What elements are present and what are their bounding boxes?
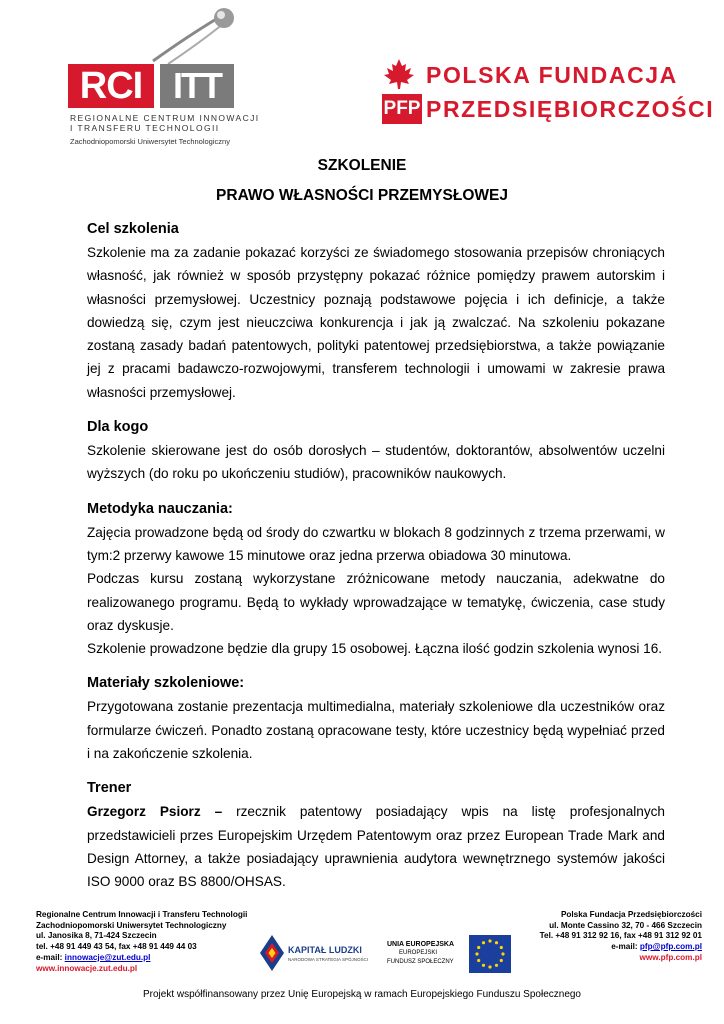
footer-line: Tel. +48 91 312 92 16, fax +48 91 312 92 01 xyxy=(539,931,702,941)
section-metodyka xyxy=(87,499,665,661)
rci-itt-logo xyxy=(68,6,260,148)
eu-logo-line1: UNIA EUROPEJSKA xyxy=(387,941,455,948)
rci-email-link[interactable]: innowacje@zut.edu.pl xyxy=(64,952,151,962)
maple-leaf-icon xyxy=(382,58,416,90)
section-heading: Trener xyxy=(87,780,132,797)
email-label: e-mail: xyxy=(36,952,65,962)
document-body xyxy=(87,219,665,907)
document-subtitle: PRAWO WŁASNOŚCI PRZEMYSŁOWEJ xyxy=(216,187,508,204)
rci-logo-line1: REGIONALNE CENTRUM INNOWACJI xyxy=(70,113,260,123)
footer-line: Polska Fundacja Przedsiębiorczości xyxy=(560,910,702,919)
section-cel xyxy=(87,219,665,404)
section-materialy xyxy=(87,673,665,765)
rci-word: RCI xyxy=(68,64,154,108)
kapital-ludzki-name: KAPITAŁ LUDZKI xyxy=(288,945,362,955)
section-text xyxy=(87,800,665,893)
footer-line: tel. +48 91 449 43 54, fax +48 91 449 44 03 xyxy=(36,942,197,952)
document-title: SZKOLENIE xyxy=(317,157,407,174)
section-dla-kogo xyxy=(87,417,665,486)
section-heading: Metodyka nauczania: xyxy=(87,500,233,517)
pfp-badge: PFP xyxy=(382,94,422,124)
kapital-ludzki-sub: NARODOWA STRATEGIA SPÓJNOŚCI xyxy=(288,957,369,962)
section-text: Szkolenie ma za zadanie pokazać korzyści ze świadomego stosowania przepisów chroniących własność, jak również w sposób przystępny pokazać różnice pomiędzy prawem autorskim i własności przemysłowej. Uczestnicy poznają podstawowe pojęcia i ich definicje, a także dowiedzą się, czym jest nieuczciwa konkurencja i jak ją zwalczać. Na szkoleniu pokazane zostaną zasady badań patentowych, polityki patentowej przedsiębiorstwa, a także powiązanie jej z pracami badawczo-rozwojowymi, transferem technologii i umowami w zakresie prawa własności przemysłowej. xyxy=(87,245,665,400)
section-heading: Cel szkolenia xyxy=(87,221,179,237)
swoosh-icon xyxy=(148,6,238,66)
cofinancing-note: Projekt współfinansowany przez Unię Europejską w ramach Europejskiego Funduszu Społecznego xyxy=(142,989,581,1000)
kapital-ludzki-logo xyxy=(258,933,374,975)
itt-word: ITT xyxy=(160,64,234,108)
pfp-email-link[interactable]: pfp@pfp.com.pl xyxy=(639,942,702,952)
eu-logo-line2: EUROPEJSKI xyxy=(399,950,438,956)
footer-rci-contact xyxy=(36,910,247,974)
eu-flag-icon xyxy=(469,935,511,973)
footer-email-row xyxy=(36,953,247,964)
footer-www-row xyxy=(540,953,702,964)
section-heading: Materiały szkoleniowe: xyxy=(87,675,245,692)
email-label: e-mail: xyxy=(611,942,640,952)
trainer-description: rzecznik patentowy posiadający wpis na listę profesjonalnych przedstawicieli przes Europejskim Urzędem Patentowym oraz przez European Trade Mark and Design Attorney, a także posiadający uprawnienia audytora wewnętrznego systemów jakości ISO 9000 oraz BS 8800/OHSAS. xyxy=(87,804,665,890)
section-text: Zajęcia prowadzone będą od środy do czwartku w blokach 8 godzinnych z trzema przerwami, w tym:2 przerwy kawowe 15 minutowe oraz jedna przerwa obiadowa 30 minutowa. xyxy=(87,524,665,563)
section-heading: Dla kogo xyxy=(87,419,149,436)
eu-logo-line3: FUNDUSZ SPOŁECZNY xyxy=(387,959,454,965)
rci-logo-line2: I TRANSFERU TECHNOLOGII xyxy=(70,123,220,133)
section-text: Szkolenie prowadzone będzie dla grupy 15 osobowej. Łączna ilość godzin szkolenia wynosi 16. xyxy=(87,641,663,657)
pfp-logo xyxy=(382,58,715,126)
section-trener xyxy=(87,778,665,893)
pfp-www-link[interactable]: www.pfp.com.pl xyxy=(639,952,702,962)
footer-www-row xyxy=(36,964,247,975)
footer-pfp-contact xyxy=(540,910,702,964)
footer-line: ul. Monte Cassino 32, 70 - 466 Szczecin xyxy=(549,920,702,930)
pfp-logo-line1: POLSKA FUNDACJA xyxy=(426,62,678,88)
footer-email-row xyxy=(540,942,702,953)
footer-line: ul. Janosika 8, 71-424 Szczecin xyxy=(36,931,157,941)
kapital-ludzki-icon xyxy=(258,933,286,975)
eu-logo xyxy=(385,935,511,973)
footer-line: Zachodniopomorski Uniwersytet Technologiczny xyxy=(36,920,227,930)
rci-logo-line3: Zachodniopomorski Uniwersytet Technologiczny xyxy=(70,137,230,146)
eu-stars-icon xyxy=(469,935,511,973)
pfp-logo-line2: PRZEDSIĘBIORCZOŚCI xyxy=(426,96,715,122)
rci-www-link[interactable]: www.innowacje.zut.edu.pl xyxy=(36,963,138,973)
section-text: Przygotowana zostanie prezentacja multimedialna, materiały szkoleniowe dla uczestników oraz formularze ćwiczeń. Ponadto zostaną opracowane testy, które uczestnicy będą wypełniać przed i na zakończenie szkolenia. xyxy=(87,699,665,762)
footer-line: Regionalne Centrum Innowacji i Transferu Technologii xyxy=(36,910,248,919)
trainer-name: Grzegorz Psiorz – xyxy=(87,804,223,820)
section-text: Podczas kursu zostaną wykorzystane zróżnicowane metody nauczania, adekwatne do realizowanego programu. Będą to wykłady wprowadzające w tematykę, ćwiczenia, case study oraz dyskusje. xyxy=(87,571,665,633)
section-text: Szkolenie skierowane jest do osób dorosłych – studentów, doktorantów, absolwentów uczelni wyższych (do roku po ukończeniu studiów), pracowników naukowych. xyxy=(87,443,665,482)
